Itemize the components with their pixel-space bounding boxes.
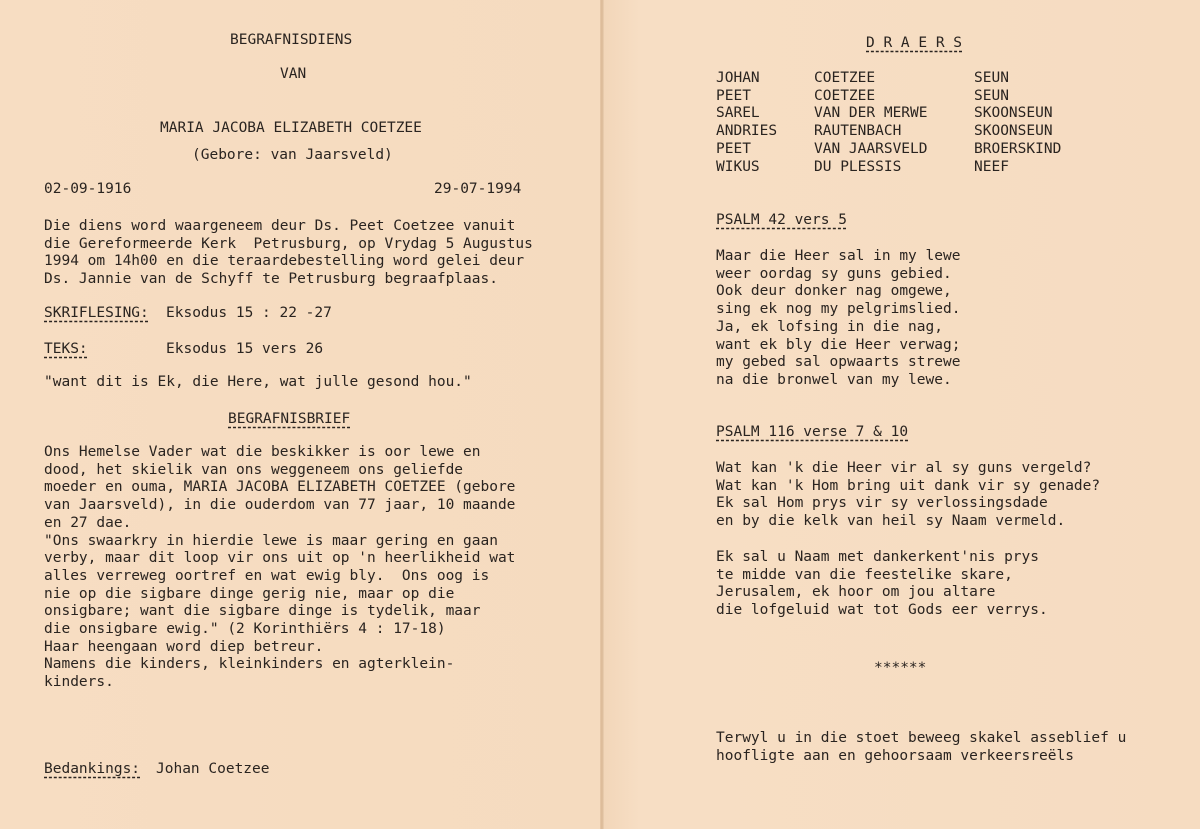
letter-line: die onsigbare ewig." (2 Korinthiërs 4 : 17-18): [44, 621, 446, 638]
scripture-quote: "want dit is Ek, die Here, wat julle gesond hou.": [44, 374, 472, 390]
draer-first: JOHAN: [716, 70, 760, 86]
deceased-name: MARIA JACOBA ELIZABETH COETZEE: [160, 120, 422, 136]
psalm-line: Ek sal Hom prys vir sy verlossingsdade: [716, 495, 1048, 512]
stars-divider: ******: [874, 660, 927, 676]
bedankings-label: Bedankings:: [44, 761, 141, 777]
right-page: [604, 0, 1200, 829]
letter-line: verby, maar dit loop vir ons uit op 'n heerlikheid wat: [44, 550, 516, 567]
draer-surname: RAUTENBACH: [814, 123, 902, 140]
teks-label: TEKS:: [44, 341, 88, 357]
letter-line: nie op die sigbare dinge gerig nie, maar op die: [44, 585, 455, 602]
psalm-line: want ek bly die Heer verwag;: [716, 336, 961, 353]
draers-relations: [974, 70, 1061, 176]
date-birth: 02-09-1916: [44, 181, 132, 197]
teks-value: Eksodus 15 vers 26: [166, 341, 324, 357]
psalm-line: my gebed sal opwaarts strewe: [716, 354, 961, 371]
psalm-line: Wat kan 'k Hom bring uit dank vir sy genade?: [716, 477, 1101, 494]
draer-first: PEET: [716, 87, 751, 104]
letter-line: "Ons swaarkry in hierdie lewe is maar gering en gaan: [44, 532, 498, 549]
psalm116-stanza-1: [716, 460, 1100, 531]
psalm42-text: [716, 248, 960, 390]
draers-first-names: [716, 70, 777, 176]
draer-first: PEET: [716, 140, 751, 157]
letter-line: dood, het skielik van ons weggeneem ons geliefde: [44, 461, 464, 478]
brief-heading: BEGRAFNISBRIEF: [228, 411, 351, 427]
draer-relation: NEEF: [974, 158, 1009, 175]
psalm-line: en by die kelk van heil sy Naam vermeld.: [716, 513, 1066, 530]
draer-relation: SKOONSEUN: [974, 123, 1053, 140]
psalm-line: te midde van die feestelike skare,: [716, 566, 1013, 583]
psalm-line: Jerusalem, ek hoor om jou altare: [716, 584, 996, 601]
letter-line: Haar heengaan word diep betreur.: [44, 638, 324, 655]
letter-line: Namens die kinders, kleinkinders en agterklein-: [44, 656, 455, 673]
draer-relation: SEUN: [974, 87, 1009, 104]
draer-surname: DU PLESSIS: [814, 158, 902, 175]
letter-line: alles verreweg oortref en wat ewig bly. Ons oog is: [44, 567, 490, 584]
letter-line: van Jaarsveld), in die ouderdom van 77 jaar, 10 maande: [44, 497, 516, 514]
service-details: [44, 218, 533, 289]
date-death: 29-07-1994: [434, 181, 522, 197]
psalm-line: Ook deur donker nag omgewe,: [716, 283, 952, 300]
psalm-line: sing ek nog my pelgrimslied.: [716, 301, 961, 318]
draer-relation: BROERSKIND: [974, 140, 1062, 157]
notice-line: hoofligte aan en gehoorsaam verkeersreëls: [716, 747, 1074, 764]
psalm-line: Ja, ek lofsing in die nag,: [716, 318, 943, 335]
letter-line: Ons Hemelse Vader wat die beskikker is oor lewe en: [44, 444, 481, 460]
psalm42-heading: PSALM 42 vers 5: [716, 212, 847, 228]
skriflesing-label: SKRIFLESING:: [44, 305, 149, 321]
psalm-line: die lofgeluid wat tot Gods eer verrys.: [716, 602, 1048, 619]
service-line: Die diens word waargeneem deur Ds. Peet Coetzee vanuit: [44, 218, 516, 234]
funeral-letter: [44, 444, 515, 692]
letter-line: onsigbare; want die sigbare dinge is tydelik, maar: [44, 603, 481, 620]
draer-surname: COETZEE: [814, 70, 876, 86]
service-line: die Gereformeerde Kerk Petrusburg, op Vrydag 5 Augustus: [44, 235, 533, 252]
draer-surname: VAN JAARSVELD: [814, 140, 928, 157]
psalm-line: Maar die Heer sal in my lewe: [716, 248, 961, 264]
draer-relation: SEUN: [974, 70, 1009, 86]
maiden-name: (Gebore: van Jaarsveld): [192, 147, 393, 163]
notice-line: Terwyl u in die stoet beweeg skakel asseblief u: [716, 730, 1127, 746]
program-title: BEGRAFNISDIENS: [230, 32, 353, 48]
procession-notice: [716, 730, 1126, 765]
draer-relation: SKOONSEUN: [974, 105, 1053, 122]
letter-line: kinders.: [44, 674, 114, 691]
psalm-line: weer oordag sy guns gebied.: [716, 265, 952, 282]
service-line: 1994 om 14h00 en die teraardebestelling word gelei deur: [44, 253, 525, 270]
service-line: Ds. Jannie van de Schyff te Petrusburg begraafplaas.: [44, 271, 498, 288]
psalm-line: Ek sal u Naam met dankerkent'nis prys: [716, 549, 1040, 565]
psalm116-stanza-2: [716, 549, 1048, 620]
psalm-line: na die bronwel van my lewe.: [716, 371, 952, 388]
bedankings-value: Johan Coetzee: [156, 761, 270, 777]
skriflesing-value: Eksodus 15 : 22 -27: [166, 305, 332, 321]
draers-surnames: [814, 70, 928, 176]
draer-first: SAREL: [716, 105, 760, 122]
program-van: VAN: [280, 66, 307, 82]
draers-heading: D R A E R S: [866, 35, 963, 51]
draer-surname: VAN DER MERWE: [814, 105, 928, 122]
letter-line: moeder en ouma, MARIA JACOBA ELIZABETH COETZEE (gebore: [44, 479, 516, 496]
psalm-line: Wat kan 'k die Heer vir al sy guns vergeld?: [716, 460, 1092, 476]
draer-surname: COETZEE: [814, 87, 876, 104]
draer-first: WIKUS: [716, 158, 760, 175]
psalm116-heading: PSALM 116 verse 7 & 10: [716, 424, 909, 440]
draer-first: ANDRIES: [716, 123, 778, 140]
letter-line: en 27 dae.: [44, 514, 132, 531]
